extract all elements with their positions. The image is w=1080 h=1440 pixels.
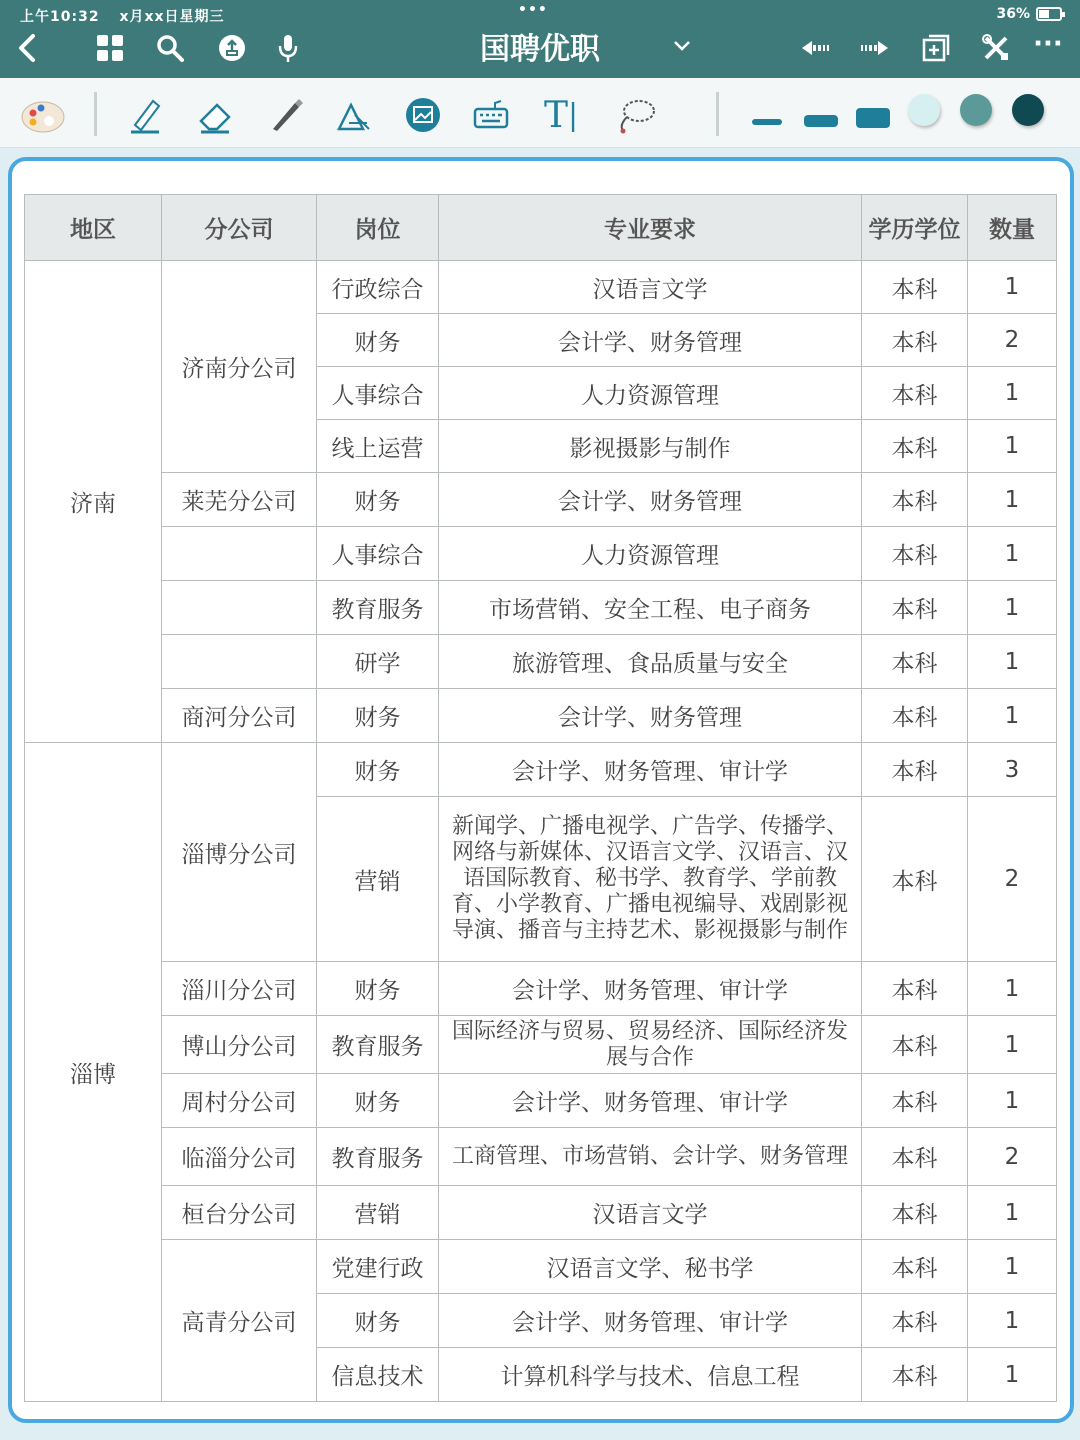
requirement-cell: 汉语言文学	[439, 261, 862, 314]
table-row	[25, 743, 1057, 797]
degree-cell: 本科	[862, 473, 968, 527]
requirement-cell: 会计学、财务管理	[439, 473, 862, 527]
toolbar-divider	[716, 92, 719, 136]
degree-cell: 本科	[862, 261, 968, 314]
stroke-width-thin[interactable]	[752, 119, 782, 125]
branch-cell: 博山分公司	[162, 1016, 317, 1074]
count-cell: 1	[968, 420, 1057, 473]
requirement-cell: 人力资源管理	[439, 527, 862, 581]
microphone-icon[interactable]	[270, 30, 306, 66]
degree-cell: 本科	[862, 797, 968, 962]
highlighter-icon[interactable]	[122, 92, 168, 138]
count-cell: 1	[968, 1186, 1057, 1240]
requirement-cell: 会计学、财务管理	[439, 314, 862, 367]
branch-cell: 莱芜分公司	[162, 473, 317, 527]
requirement-cell: 影视摄影与制作	[439, 420, 862, 473]
table-row	[25, 689, 1057, 743]
table-row	[25, 1186, 1057, 1240]
requirement-cell: 会计学、财务管理、审计学	[439, 1294, 862, 1348]
shapes-icon[interactable]	[330, 92, 376, 138]
position-cell: 人事综合	[317, 527, 439, 581]
position-cell: 信息技术	[317, 1348, 439, 1402]
count-cell: 3	[968, 743, 1057, 797]
degree-cell: 本科	[862, 527, 968, 581]
position-cell: 研学	[317, 635, 439, 689]
redo-icon[interactable]	[856, 30, 892, 66]
branch-cell: 济南分公司	[162, 261, 317, 473]
back-icon[interactable]	[10, 30, 46, 66]
status-bar-left	[20, 6, 239, 26]
text-tool-icon[interactable]: T |	[543, 94, 579, 136]
degree-cell: 本科	[862, 367, 968, 420]
branch-cell: 周村分公司	[162, 1074, 317, 1128]
count-cell: 1	[968, 1074, 1057, 1128]
count-cell: 1	[968, 1016, 1057, 1074]
position-cell: 行政综合	[317, 261, 439, 314]
requirement-cell: 新闻学、广播电视学、广告学、传播学、网络与新媒体、汉语言文学、汉语言、汉语国际教育、秘书学、教育学、学前教育、小学教育、广播电视编导、戏剧影视导演、播音与主持艺术、影视摄影与制作	[439, 797, 862, 962]
table-row	[25, 261, 1057, 314]
header-degree: 学历学位	[862, 195, 968, 261]
palette-icon[interactable]	[20, 92, 66, 138]
keyboard-icon[interactable]	[468, 92, 514, 138]
branch-cell: 淄博分公司	[162, 743, 317, 962]
more-options-icon[interactable]: ···	[1033, 29, 1063, 59]
count-cell: 2	[968, 797, 1057, 962]
table-header-row	[25, 195, 1057, 261]
requirement-cell: 人力资源管理	[439, 367, 862, 420]
header-requirement: 专业要求	[439, 195, 862, 261]
branch-cell-empty	[162, 635, 317, 689]
position-cell: 财务	[317, 314, 439, 367]
pen-icon[interactable]	[262, 92, 308, 138]
requirement-cell: 会计学、财务管理	[439, 689, 862, 743]
table-row	[25, 473, 1057, 527]
region-cell: 淄博	[25, 743, 162, 1402]
text-tool-label: T	[543, 94, 568, 136]
branch-cell: 桓台分公司	[162, 1186, 317, 1240]
header-branch: 分公司	[162, 195, 317, 261]
count-cell: 1	[968, 1294, 1057, 1348]
search-icon[interactable]	[152, 30, 188, 66]
table-row	[25, 581, 1057, 635]
grid-view-icon[interactable]	[92, 30, 128, 66]
requirement-cell: 汉语言文学、秘书学	[439, 1240, 862, 1294]
requirement-cell: 会计学、财务管理、审计学	[439, 743, 862, 797]
image-insert-icon[interactable]	[400, 92, 446, 138]
status-date: x月xx日星期三	[119, 9, 225, 25]
app-top-bar	[0, 0, 1080, 78]
degree-cell: 本科	[862, 1240, 968, 1294]
degree-cell: 本科	[862, 635, 968, 689]
count-cell: 1	[968, 261, 1057, 314]
degree-cell: 本科	[862, 1348, 968, 1402]
battery-percent: 36%	[996, 6, 1030, 22]
degree-cell: 本科	[862, 314, 968, 367]
requirement-cell: 汉语言文学	[439, 1186, 862, 1240]
position-cell: 财务	[317, 743, 439, 797]
count-cell: 1	[968, 1348, 1057, 1402]
header-region: 地区	[25, 195, 162, 261]
count-cell: 1	[968, 962, 1057, 1016]
tools-icon[interactable]	[978, 30, 1014, 66]
requirement-cell: 国际经济与贸易、贸易经济、国际经济发 展与合作	[439, 1016, 862, 1074]
lasso-icon[interactable]	[612, 92, 658, 138]
position-cell: 营销	[317, 797, 439, 962]
position-cell: 财务	[317, 1294, 439, 1348]
requirement-cell: 会计学、财务管理、审计学	[439, 962, 862, 1016]
add-page-icon[interactable]	[918, 30, 954, 66]
table-row	[25, 527, 1057, 581]
status-bar-right	[996, 6, 1062, 22]
position-cell: 财务	[317, 689, 439, 743]
count-cell: 1	[968, 635, 1057, 689]
degree-cell: 本科	[862, 962, 968, 1016]
branch-cell: 商河分公司	[162, 689, 317, 743]
table-row	[25, 635, 1057, 689]
degree-cell: 本科	[862, 420, 968, 473]
position-cell: 教育服务	[317, 581, 439, 635]
degree-cell: 本科	[862, 1074, 968, 1128]
count-cell: 1	[968, 473, 1057, 527]
toolbar-divider	[94, 92, 97, 136]
requirement-cell: 计算机科学与技术、信息工程	[439, 1348, 862, 1402]
degree-cell: 本科	[862, 1016, 968, 1074]
share-icon[interactable]	[214, 30, 250, 66]
table-row	[25, 1240, 1057, 1294]
position-cell: 财务	[317, 473, 439, 527]
degree-cell: 本科	[862, 1294, 968, 1348]
position-cell: 人事综合	[317, 367, 439, 420]
undo-icon[interactable]	[798, 30, 834, 66]
position-cell: 教育服务	[317, 1016, 439, 1074]
position-cell: 教育服务	[317, 1128, 439, 1186]
count-cell: 1	[968, 1240, 1057, 1294]
multitask-dots[interactable]: •••	[518, 2, 548, 18]
table-row	[25, 1128, 1057, 1186]
position-cell: 党建行政	[317, 1240, 439, 1294]
region-cell: 济南	[25, 261, 162, 743]
color-swatch-teal[interactable]	[960, 94, 992, 126]
requirement-cell: 会计学、财务管理、审计学	[439, 1074, 862, 1128]
branch-cell: 临淄分公司	[162, 1128, 317, 1186]
position-cell: 财务	[317, 1074, 439, 1128]
header-position: 岗位	[317, 195, 439, 261]
count-cell: 2	[968, 1128, 1057, 1186]
count-cell: 1	[968, 581, 1057, 635]
position-cell: 营销	[317, 1186, 439, 1240]
table-row	[25, 962, 1057, 1016]
position-cell: 线上运营	[317, 420, 439, 473]
count-cell: 2	[968, 314, 1057, 367]
requirement-cell: 工商管理、市场营销、会计学、财务管理	[439, 1128, 862, 1186]
document-title[interactable]: 国聘优职	[480, 32, 600, 67]
table-row	[25, 1074, 1057, 1128]
count-cell: 1	[968, 367, 1057, 420]
degree-cell: 本科	[862, 743, 968, 797]
battery-icon	[1036, 7, 1062, 21]
requirement-cell: 旅游管理、食品质量与安全	[439, 635, 862, 689]
stroke-width-medium[interactable]	[804, 115, 838, 127]
table-row	[25, 1016, 1057, 1074]
eraser-icon[interactable]	[192, 92, 238, 138]
job-table	[24, 194, 1057, 1402]
branch-cell: 高青分公司	[162, 1240, 317, 1402]
branch-cell-empty	[162, 527, 317, 581]
header-count: 数量	[968, 195, 1057, 261]
requirement-cell: 市场营销、安全工程、电子商务	[439, 581, 862, 635]
degree-cell: 本科	[862, 689, 968, 743]
branch-cell: 淄川分公司	[162, 962, 317, 1016]
position-cell: 财务	[317, 962, 439, 1016]
status-time: 上午10:32	[20, 9, 100, 25]
branch-cell-empty	[162, 581, 317, 635]
count-cell: 1	[968, 689, 1057, 743]
degree-cell: 本科	[862, 1128, 968, 1186]
degree-cell: 本科	[862, 581, 968, 635]
stroke-width-thick[interactable]	[856, 108, 890, 128]
degree-cell: 本科	[862, 1186, 968, 1240]
chevron-down-icon[interactable]	[664, 28, 700, 64]
color-swatch-light[interactable]	[908, 94, 940, 126]
count-cell: 1	[968, 527, 1057, 581]
color-swatch-dark[interactable]	[1012, 94, 1044, 126]
